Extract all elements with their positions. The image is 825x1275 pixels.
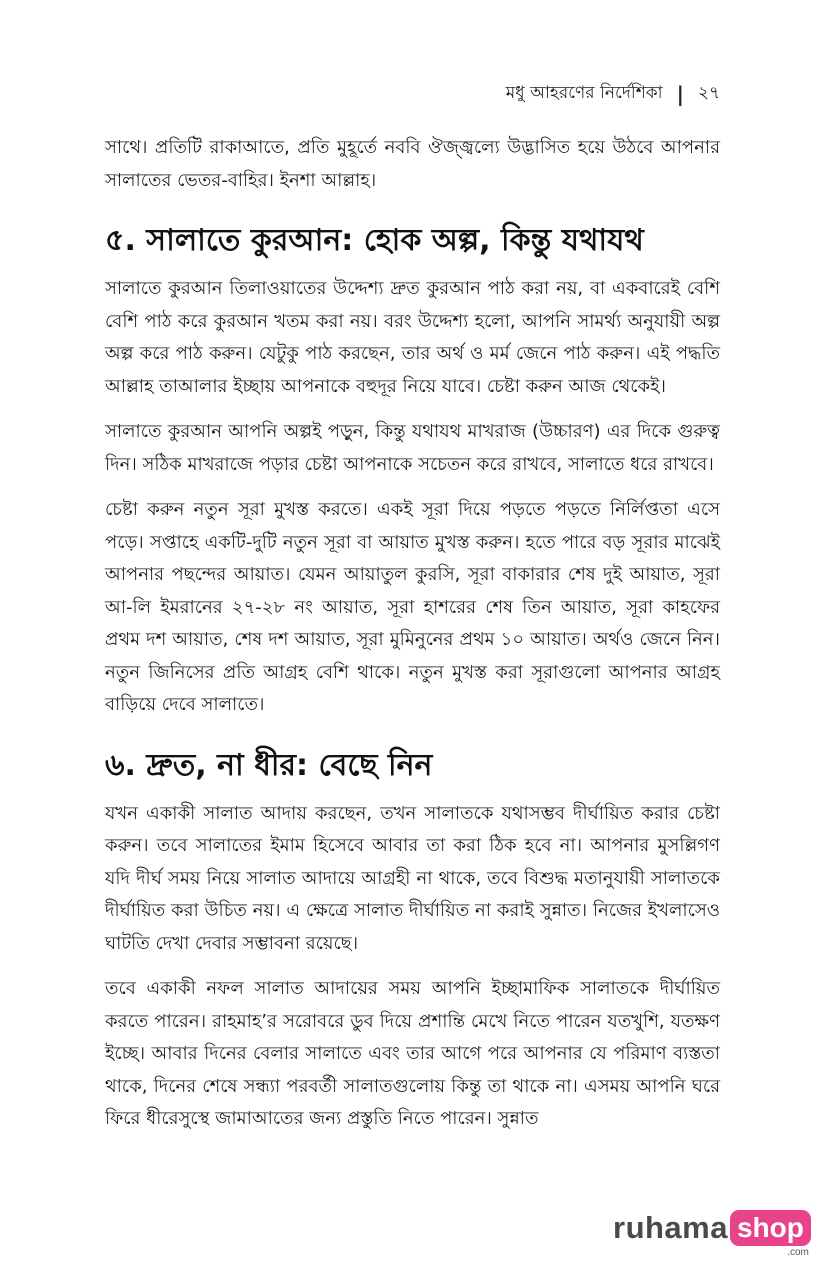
header-separator: | <box>676 82 684 106</box>
logo-shop-block <box>730 1210 811 1258</box>
logo-text-ruhama: ruhama <box>613 1210 728 1245</box>
page-body <box>105 132 720 1149</box>
ruhamashop-logo <box>613 1210 811 1258</box>
section-6-paragraph-2: তবে একাকী নফল সালাত আদায়ের সময় আপনি ইচ্ছামাফিক সালাতকে দীর্ঘায়িত করতে পারেন। রাহমাহ’র সরোবরে ডুব দিয়ে প্রশান্তি মেখে নিতে পারেন যতখুশি, যতক্ষণ ইচ্ছে। আবার দিনের বেলার সালাতে এবং তার আগে পরে আপনার যে পরিমাণ ব্যস্ততা থাকে, দিনের শেষে সন্ধ্যা পরবর্তী সালাতগুলোয় কিন্তু তা থাকে না। এসময় আপনি ঘরে ফিরে ধীরেসুস্থে জামাআতের জন্য প্রস্তুতি নিতে পারেন। সুন্নাত <box>105 978 720 1129</box>
logo-text-dotcom: .com <box>787 1247 809 1258</box>
section-5-heading: ৫. সালাতে কুরআন: হোক অল্প, কিন্তু যথাযথ <box>105 223 644 258</box>
logo-text-shop: shop <box>730 1210 811 1246</box>
section-5-paragraph-2: সালাতে কুরআন আপনি অল্পই পড়ুন, কিন্তু যথাযথ মাখরাজ (উচ্চারণ) এর দিকে গুরুত্ব দিন। সঠিক মাখরাজে পড়ার চেষ্টা আপনাকে সচেতন করে রাখবে, সালাতে ধরে রাখবে। <box>105 421 720 475</box>
section-6-heading: ৬. দ্রুত, না ধীর: বেছে নিন <box>105 747 433 783</box>
book-title: মধু আহরণের নির্দেশিকা <box>505 83 663 103</box>
section-6-paragraph-1: যখন একাকী সালাত আদায় করছেন, তখন সালাতকে যথাসম্ভব দীর্ঘায়িত করার চেষ্টা করুন। তবে সালাতের ইমাম হিসেবে আবার তা করা ঠিক হবে না। আপনার মুসল্লিগণ যদি দীর্ঘ সময় নিয়ে সালাত আদায়ে আগ্রহী না থাকে, তবে বিশুদ্ধ মতানুযায়ী সালাতকে দীর্ঘায়িত করা উচিত নয়। এ ক্ষেত্রে সালাত দীর্ঘায়িত না করাই সুন্নাত। নিজের ইখলাসেও ঘাটতি দেখা দেবার সম্ভাবনা রয়েছে। <box>105 802 720 954</box>
section-5-paragraph-1: সালাতে কুরআন তিলাওয়াতের উদ্দেশ্য দ্রুত কুরআন পাঠ করা নয়, বা একবারেই বেশি বেশি পাঠ করে কুরআন খতম করা নয়। বরং উদ্দেশ্য হলো, আপনি সামর্থ্য অনুযায়ী অল্প অল্প করে পাঠ করুন। যেটুকু পাঠ করছেন, তার অর্থ ও মর্ম জেনে পাঠ করুন। এই পদ্ধতি আল্লাহ তাআলার ইচ্ছায় আপনাকে বহুদূর নিয়ে যাবে। চেষ্টা করুন আজ থেকেই। <box>105 278 720 397</box>
page-number: ২৭ <box>697 83 720 103</box>
intro-paragraph: সাথে। প্রতিটি রাকাআতে, প্রতি মুহূর্তে নববি ঔজ্জ্বল্যে উদ্ভাসিত হয়ে উঠবে আপনার সালাতের ভেতর-বাহির। ইনশা আল্লাহ। <box>105 137 720 191</box>
running-header <box>506 80 720 108</box>
section-5-paragraph-3: চেষ্টা করুন নতুন সূরা মুখস্ত করতে। একই সূরা দিয়ে পড়তে পড়তে নির্লিপ্ততা এসে পড়ে। সপ্তাহে একটি-দুটি নতুন সূরা বা আয়াত মুখস্ত করুন। হতে পারে বড় সূরার মাঝেই আপনার পছন্দের আয়াত। যেমন আয়াতুল কুরসি, সূরা বাকারার শেষ দুই আয়াত, সূরা আ-লি ইমরানের ২৭-২৮ নং আয়াত, সূরা হাশরের শেষ তিন আয়াত, সূরা কাহফের প্রথম দশ আয়াত, শেষ দশ আয়াত, সূরা মুমিনুনের প্রথম ১০ আয়াত। অর্থও জেনে নিন। নতুন জিনিসের প্রতি আগ্রহ বেশি থাকে। নতুন মুখস্ত করা সূরাগুলো আপনার আগ্রহ বাড়িয়ে দেবে সালাতে। <box>105 499 721 715</box>
